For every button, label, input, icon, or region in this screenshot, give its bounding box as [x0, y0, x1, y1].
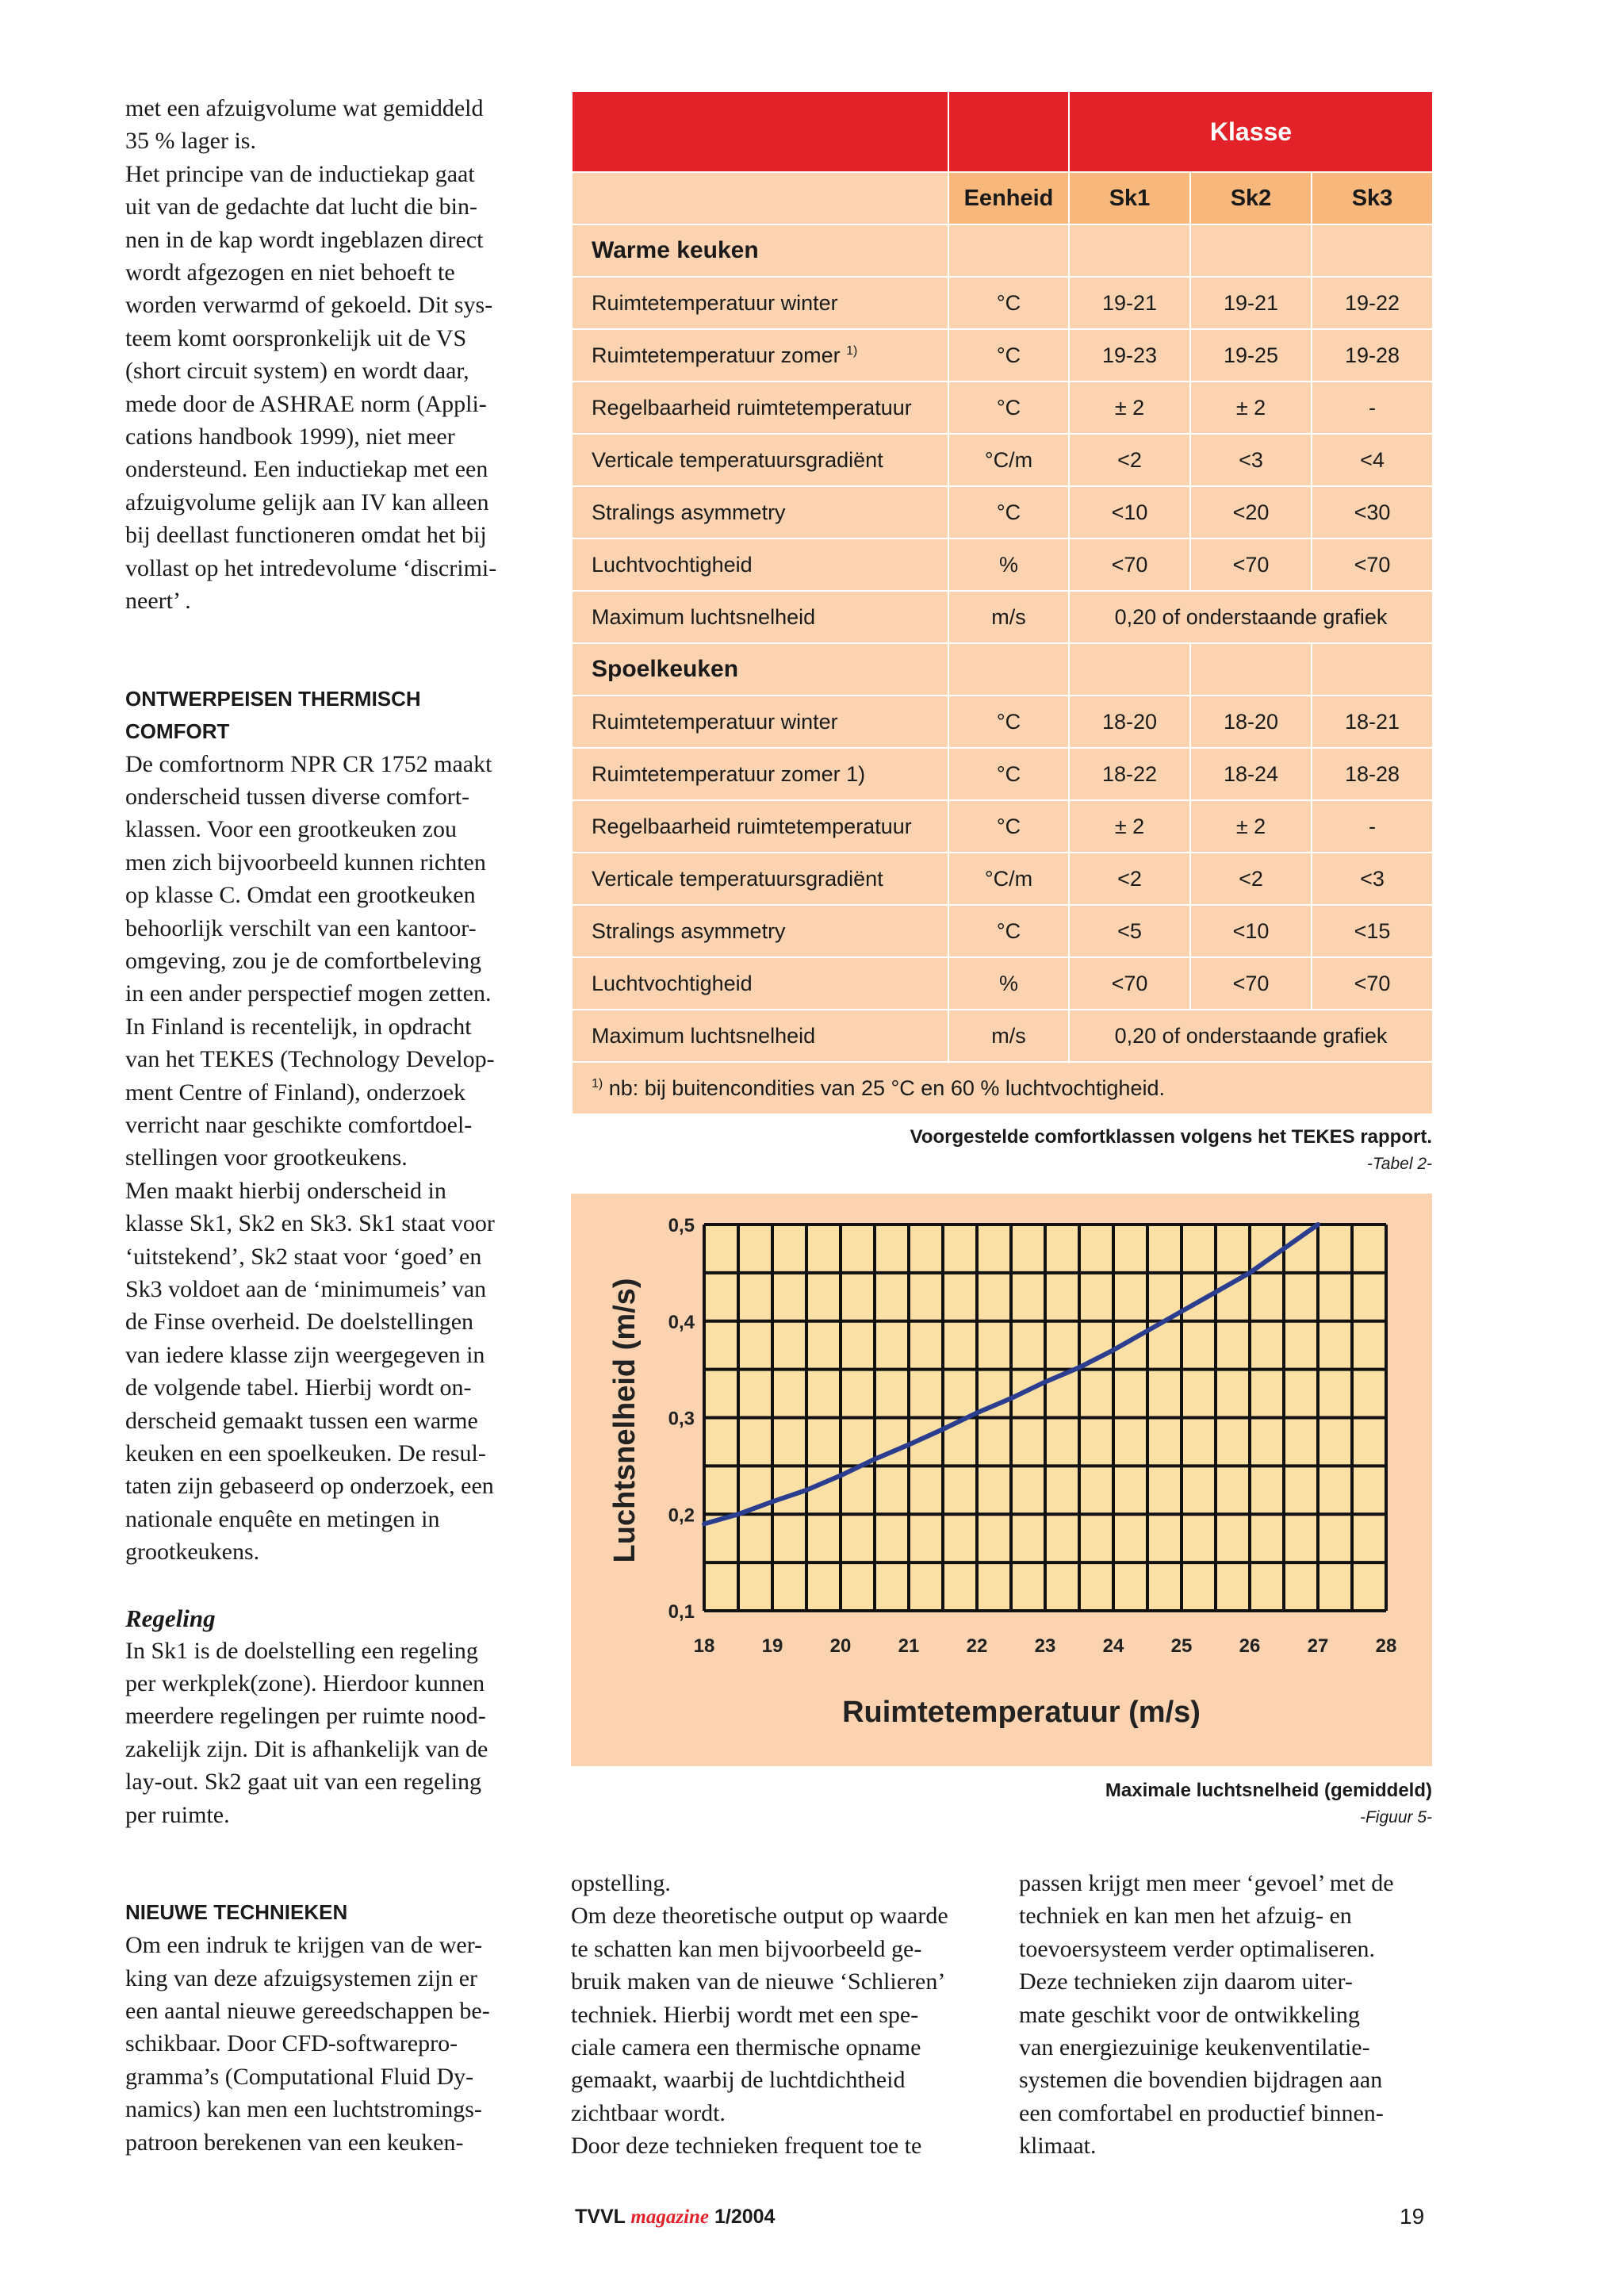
comfort-table-block — [571, 90, 1432, 1174]
header-sk1: Sk1 — [1069, 172, 1190, 224]
text-line: mede door de ASHRAE norm (Appli- — [125, 390, 487, 417]
text-line: schikbaar. Door CFD-softwarepro- — [125, 2030, 458, 2057]
text-line: grootkeukens. — [125, 1539, 260, 1566]
y-tick-label: 0,5 — [668, 1215, 695, 1236]
table-label: -Tabel 2- — [1366, 1155, 1432, 1173]
row-unit: % — [948, 539, 1069, 591]
text-line: meerdere regelingen per ruimte nood- — [125, 1703, 486, 1730]
row-sk1: <70 — [1069, 957, 1190, 1010]
text-line: afzuigvolume gelijk aan IV kan alleen — [125, 489, 489, 516]
x-tick-label: 24 — [1102, 1635, 1124, 1657]
text-line: techniek. Hierbij wordt met een spe- — [571, 2001, 919, 2028]
text-line: bij deellast functioneren omdat het bij — [125, 522, 487, 549]
comfort-table — [571, 90, 1434, 1115]
middle-paragraph — [571, 1867, 979, 2163]
row-sk1: <70 — [1069, 539, 1190, 591]
text-line: met een afzuigvolume wat gemiddeld — [125, 95, 484, 121]
row-unit: °C — [948, 277, 1069, 329]
row-label: Regelbaarheid ruimtetemperatuur — [572, 800, 948, 853]
text-line: keuken en een spoelkeuken. De resul- — [125, 1440, 486, 1467]
table-row — [572, 434, 1433, 486]
text-line: een aantal nieuwe gereedschappen be- — [125, 1997, 490, 2024]
footnote-row — [572, 1062, 1433, 1114]
text-line: (short circuit system) en wordt daar, — [125, 358, 469, 385]
text-line: Het principe van de inductiekap gaat — [125, 160, 475, 187]
text-line: de Finse overheid. De doelstellingen — [125, 1309, 474, 1336]
table-header-row — [572, 172, 1433, 224]
x-tick-label: 26 — [1239, 1635, 1261, 1657]
y-tick-label: 0,3 — [668, 1408, 695, 1430]
row-sk2: <70 — [1190, 957, 1312, 1010]
row-label: Regelbaarheid ruimtetemperatuur — [572, 381, 948, 434]
row-sk2: <20 — [1190, 486, 1312, 539]
row-sk2: <3 — [1190, 434, 1312, 486]
text-line: techniek en kan men het afzuig- en — [1019, 1903, 1352, 1930]
table-row — [572, 1010, 1433, 1062]
text-line: bruik maken van de nieuwe ‘Schlieren’ — [571, 1968, 946, 1995]
text-line: toevoersysteem verder optimaliseren. — [1019, 1935, 1376, 1962]
table-row — [572, 486, 1433, 539]
x-tick-label: 28 — [1375, 1635, 1397, 1657]
header-sk2: Sk2 — [1190, 172, 1312, 224]
text-line: klassen. Voor een grootkeuken zou — [125, 816, 457, 843]
text-line: 35 % lager is. — [125, 128, 256, 155]
row-label: Ruimtetemperatuur zomer 1) — [572, 748, 948, 800]
row-sk2: 18-20 — [1190, 696, 1312, 748]
row-unit: °C — [948, 800, 1069, 853]
heading-nieuwe-technieken: NIEUWE TECHNIEKEN — [125, 1900, 348, 1925]
text-line: Om deze theoretische output op waarde — [571, 1903, 948, 1930]
text-line: mate geschikt voor de ontwikkeling — [1019, 2001, 1360, 2028]
row-sk3: - — [1312, 381, 1433, 434]
row-sk3: <15 — [1312, 905, 1433, 957]
row-sk1: <2 — [1069, 434, 1190, 486]
section-row — [572, 643, 1433, 696]
table-footnote: $^{1)}$ nb: bij buitencondities van 25 °C en 60 % luchtvochtigheid. — [572, 1062, 1433, 1114]
text-line: neert’ . — [125, 588, 191, 615]
text-line: gramma’s (Computational Fluid Dy- — [125, 2063, 474, 2090]
row-sk3: <70 — [1312, 957, 1433, 1010]
row-sk1: ± 2 — [1069, 381, 1190, 434]
right-column — [1019, 1867, 1435, 2163]
row-sk1: 18-22 — [1069, 748, 1190, 800]
row-sk3: <30 — [1312, 486, 1433, 539]
text-line: verricht naar geschikte comfortdoel- — [125, 1111, 473, 1138]
row-sk3: 18-21 — [1312, 696, 1433, 748]
text-line: patroon berekenen van een keuken- — [125, 2129, 464, 2156]
text-line: Men maakt hierbij onderscheid in — [125, 1177, 446, 1204]
table-row — [572, 800, 1433, 853]
text-line: klimaat. — [1019, 2133, 1097, 2160]
x-tick-label: 23 — [1034, 1635, 1056, 1657]
table-row — [572, 539, 1433, 591]
text-line: de volgende tabel. Hierbij wordt on- — [125, 1374, 472, 1401]
x-tick-label: 19 — [761, 1635, 783, 1657]
row-max-value: 0,20 of onderstaande grafiek — [1069, 591, 1433, 643]
text-line: ment Centre of Finland), onderzoek — [125, 1079, 466, 1106]
text-line: passen krijgt men meer ‘gevoel’ met de — [1019, 1870, 1394, 1896]
left-column — [125, 92, 538, 2159]
text-line: van energiezuinige keukenventilatie- — [1019, 2034, 1370, 2061]
text-line: namics) kan men een luchtstromings- — [125, 2096, 482, 2123]
row-sk1: <10 — [1069, 486, 1190, 539]
text-line: men zich bijvoorbeeld kunnen richten — [125, 849, 486, 876]
x-tick-label: 22 — [966, 1635, 988, 1657]
text-line: king van deze afzuigsystemen zijn er — [125, 1964, 477, 1991]
row-unit: °C — [948, 696, 1069, 748]
row-sk3: 19-22 — [1312, 277, 1433, 329]
text-line: ciale camera een thermische opname — [571, 2034, 921, 2061]
row-sk2: <70 — [1190, 539, 1312, 591]
y-tick-label: 0,4 — [668, 1311, 695, 1333]
row-sk1: 18-20 — [1069, 696, 1190, 748]
x-tick-label: 20 — [829, 1635, 852, 1657]
text-line: gemaakt, waarbij de luchtdichtheid — [571, 2067, 906, 2094]
row-unit: °C — [948, 381, 1069, 434]
text-line: Sk3 voldoet aan de ‘minimumeis’ van — [125, 1276, 487, 1302]
row-label: Ruimtetemperatuur zomer $^{1)}$ — [572, 329, 948, 381]
text-line: zakelijk zijn. Dit is afhankelijk van de — [125, 1735, 488, 1762]
text-line: van iedere klasse zijn weergegeven in — [125, 1341, 485, 1368]
text-line: worden verwarmd of gekoeld. Dit sys- — [125, 292, 493, 319]
row-sk3: - — [1312, 800, 1433, 853]
text-line: uit van de gedachte dat lucht die bin- — [125, 194, 478, 220]
klasse-header: Klasse — [1069, 91, 1433, 172]
y-tick-label: 0,2 — [668, 1504, 695, 1527]
footer-issue: 1/2004 — [714, 2206, 776, 2228]
table-row — [572, 957, 1433, 1010]
text-line: teem komt oorspronkelijk uit de VS — [125, 324, 467, 351]
row-sk1: 19-21 — [1069, 277, 1190, 329]
section-title: Spoelkeuken — [572, 643, 948, 696]
chart-svg — [571, 1194, 1432, 1766]
velocity-chart — [571, 1194, 1432, 1766]
row-unit: % — [948, 957, 1069, 1010]
row-sk2: 18-24 — [1190, 748, 1312, 800]
row-label: Maximum luchtsnelheid — [572, 591, 948, 643]
x-tick-label: 18 — [693, 1635, 715, 1657]
figure-caption: Maximale luchtsnelheid (gemiddeld) — [1105, 1780, 1432, 1801]
row-sk3: <4 — [1312, 434, 1433, 486]
row-max-value: 0,20 of onderstaande grafiek — [1069, 1010, 1433, 1062]
text-line: te schatten kan men bijvoorbeeld ge- — [571, 1935, 922, 1962]
row-sk1: ± 2 — [1069, 800, 1190, 853]
text-line: per ruimte. — [125, 1801, 230, 1828]
section-title: Warme keuken — [572, 224, 948, 277]
heading-thermisch-comfort — [125, 683, 538, 748]
text-line: systemen die bovendien bijdragen aan — [1019, 2067, 1383, 2094]
row-label: Stralings asymmetry — [572, 486, 948, 539]
row-label: Verticale temperatuursgradiënt — [572, 853, 948, 905]
row-label: Luchtvochtigheid — [572, 539, 948, 591]
row-sk3: <70 — [1312, 539, 1433, 591]
table-row — [572, 329, 1433, 381]
heading-line: COMFORT — [125, 719, 230, 743]
row-sk2: ± 2 — [1190, 800, 1312, 853]
figure-caption-block — [571, 1780, 1432, 1827]
text-line: nen in de kap wordt ingeblazen direct — [125, 226, 484, 253]
row-sk2: 19-21 — [1190, 277, 1312, 329]
row-sk2: <2 — [1190, 853, 1312, 905]
heading-line: ONTWERPEISEN THERMISCH — [125, 686, 421, 711]
row-sk2: 19-25 — [1190, 329, 1312, 381]
row-sk2: <10 — [1190, 905, 1312, 957]
header-eenheid: Eenheid — [948, 172, 1069, 224]
x-tick-label: 21 — [898, 1635, 920, 1657]
row-sk3: 19-28 — [1312, 329, 1433, 381]
text-line: zichtbaar wordt. — [571, 2099, 726, 2126]
text-line: opstelling. — [571, 1870, 671, 1896]
row-sk1: 19-23 — [1069, 329, 1190, 381]
text-line: een comfortabel en productief binnen- — [1019, 2099, 1384, 2126]
text-line: In Finland is recentelijk, in opdracht — [125, 1013, 472, 1040]
row-label: Ruimtetemperatuur winter — [572, 277, 948, 329]
footer-magazine-name: magazine — [630, 2206, 710, 2228]
row-unit: °C — [948, 329, 1069, 381]
row-unit: °C — [948, 748, 1069, 800]
text-line: In Sk1 is de doelstelling een regeling — [125, 1637, 478, 1664]
row-label: Verticale temperatuursgradiënt — [572, 434, 948, 486]
regeling-paragraph — [125, 1635, 538, 1831]
x-axis-label: Ruimtetemperatuur (m/s) — [842, 1696, 1201, 1729]
row-label: Luchtvochtigheid — [572, 957, 948, 1010]
row-sk3: <3 — [1312, 853, 1433, 905]
table-row — [572, 591, 1433, 643]
row-sk1: <2 — [1069, 853, 1190, 905]
table-row — [572, 277, 1433, 329]
text-line: behoorlijk verschilt van een kantoor- — [125, 914, 477, 941]
text-line: cations handbook 1999), niet meer — [125, 424, 455, 450]
table-row — [572, 696, 1433, 748]
text-line: nationale enquête en metingen in — [125, 1505, 440, 1532]
table-row — [572, 853, 1433, 905]
table-top-row — [572, 91, 1433, 172]
text-line: omgeving, zou je de comfortbeleving — [125, 947, 482, 974]
comfort-paragraph — [125, 748, 538, 1569]
text-line: derscheid gemaakt tussen een warme — [125, 1407, 478, 1434]
text-line: Door deze technieken frequent toe te — [571, 2133, 922, 2160]
y-tick-label: 0,1 — [668, 1601, 695, 1623]
table-row — [572, 905, 1433, 957]
text-line: vollast op het intredevolume ‘discrimi- — [125, 554, 497, 581]
technieken-paragraph — [125, 1929, 538, 2159]
text-line: klasse Sk1, Sk2 en Sk3. Sk1 staat voor — [125, 1210, 495, 1237]
text-line: per werkplek(zone). Hierdoor kunnen — [125, 1670, 485, 1697]
text-line: taten zijn gebaseerd op onderzoek, een — [125, 1473, 494, 1500]
row-label: Maximum luchtsnelheid — [572, 1010, 948, 1062]
intro-paragraph — [125, 92, 538, 618]
text-line: Om een indruk te krijgen van de wer- — [125, 1932, 483, 1959]
figure-label: -Figuur 5- — [1359, 1808, 1432, 1826]
text-line: ondersteund. Een inductiekap met een — [125, 456, 488, 483]
table-row — [572, 748, 1433, 800]
section-row — [572, 224, 1433, 277]
text-line: De comfortnorm NPR CR 1752 maakt — [125, 750, 492, 777]
row-sk3: 18-28 — [1312, 748, 1433, 800]
text-line: op klasse C. Omdat een grootkeuken — [125, 882, 476, 909]
subheading-regeling: Regeling — [125, 1604, 216, 1632]
table-row — [572, 381, 1433, 434]
middle-column — [571, 1867, 979, 2163]
row-unit: °C/m — [948, 853, 1069, 905]
x-tick-label: 27 — [1307, 1635, 1329, 1657]
row-sk1: <5 — [1069, 905, 1190, 957]
row-label: Stralings asymmetry — [572, 905, 948, 957]
text-line: stellingen voor grootkeukens. — [125, 1144, 408, 1171]
text-line: in een ander perspectief mogen zetten. — [125, 980, 492, 1007]
x-tick-label: 25 — [1170, 1635, 1193, 1657]
text-line: lay-out. Sk2 gaat uit van een regeling — [125, 1769, 482, 1796]
footer-brand: TVVL — [575, 2206, 626, 2228]
row-unit: m/s — [948, 1010, 1069, 1062]
row-unit: °C — [948, 486, 1069, 539]
row-unit: °C — [948, 905, 1069, 957]
footer-magazine — [575, 2206, 775, 2229]
row-sk2: ± 2 — [1190, 381, 1312, 434]
header-sk3: Sk3 — [1312, 172, 1433, 224]
page-number: 19 — [1400, 2204, 1425, 2229]
text-line: Deze technieken zijn daarom uiter- — [1019, 1968, 1353, 1995]
right-paragraph — [1019, 1867, 1435, 2163]
row-unit: °C/m — [948, 434, 1069, 486]
row-unit: m/s — [948, 591, 1069, 643]
y-axis-label: Luchtsnelheid (m/s) — [608, 1278, 642, 1563]
row-label: Ruimtetemperatuur winter — [572, 696, 948, 748]
text-line: van het TEKES (Technology Develop- — [125, 1046, 495, 1073]
table-caption: Voorgestelde comfortklassen volgens het TEKES rapport. — [910, 1126, 1432, 1148]
text-line: ‘uitstekend’, Sk2 staat voor ‘goed’ en — [125, 1243, 482, 1270]
text-line: wordt afgezogen en niet behoeft te — [125, 259, 455, 286]
text-line: onderscheid tussen diverse comfort- — [125, 783, 470, 810]
